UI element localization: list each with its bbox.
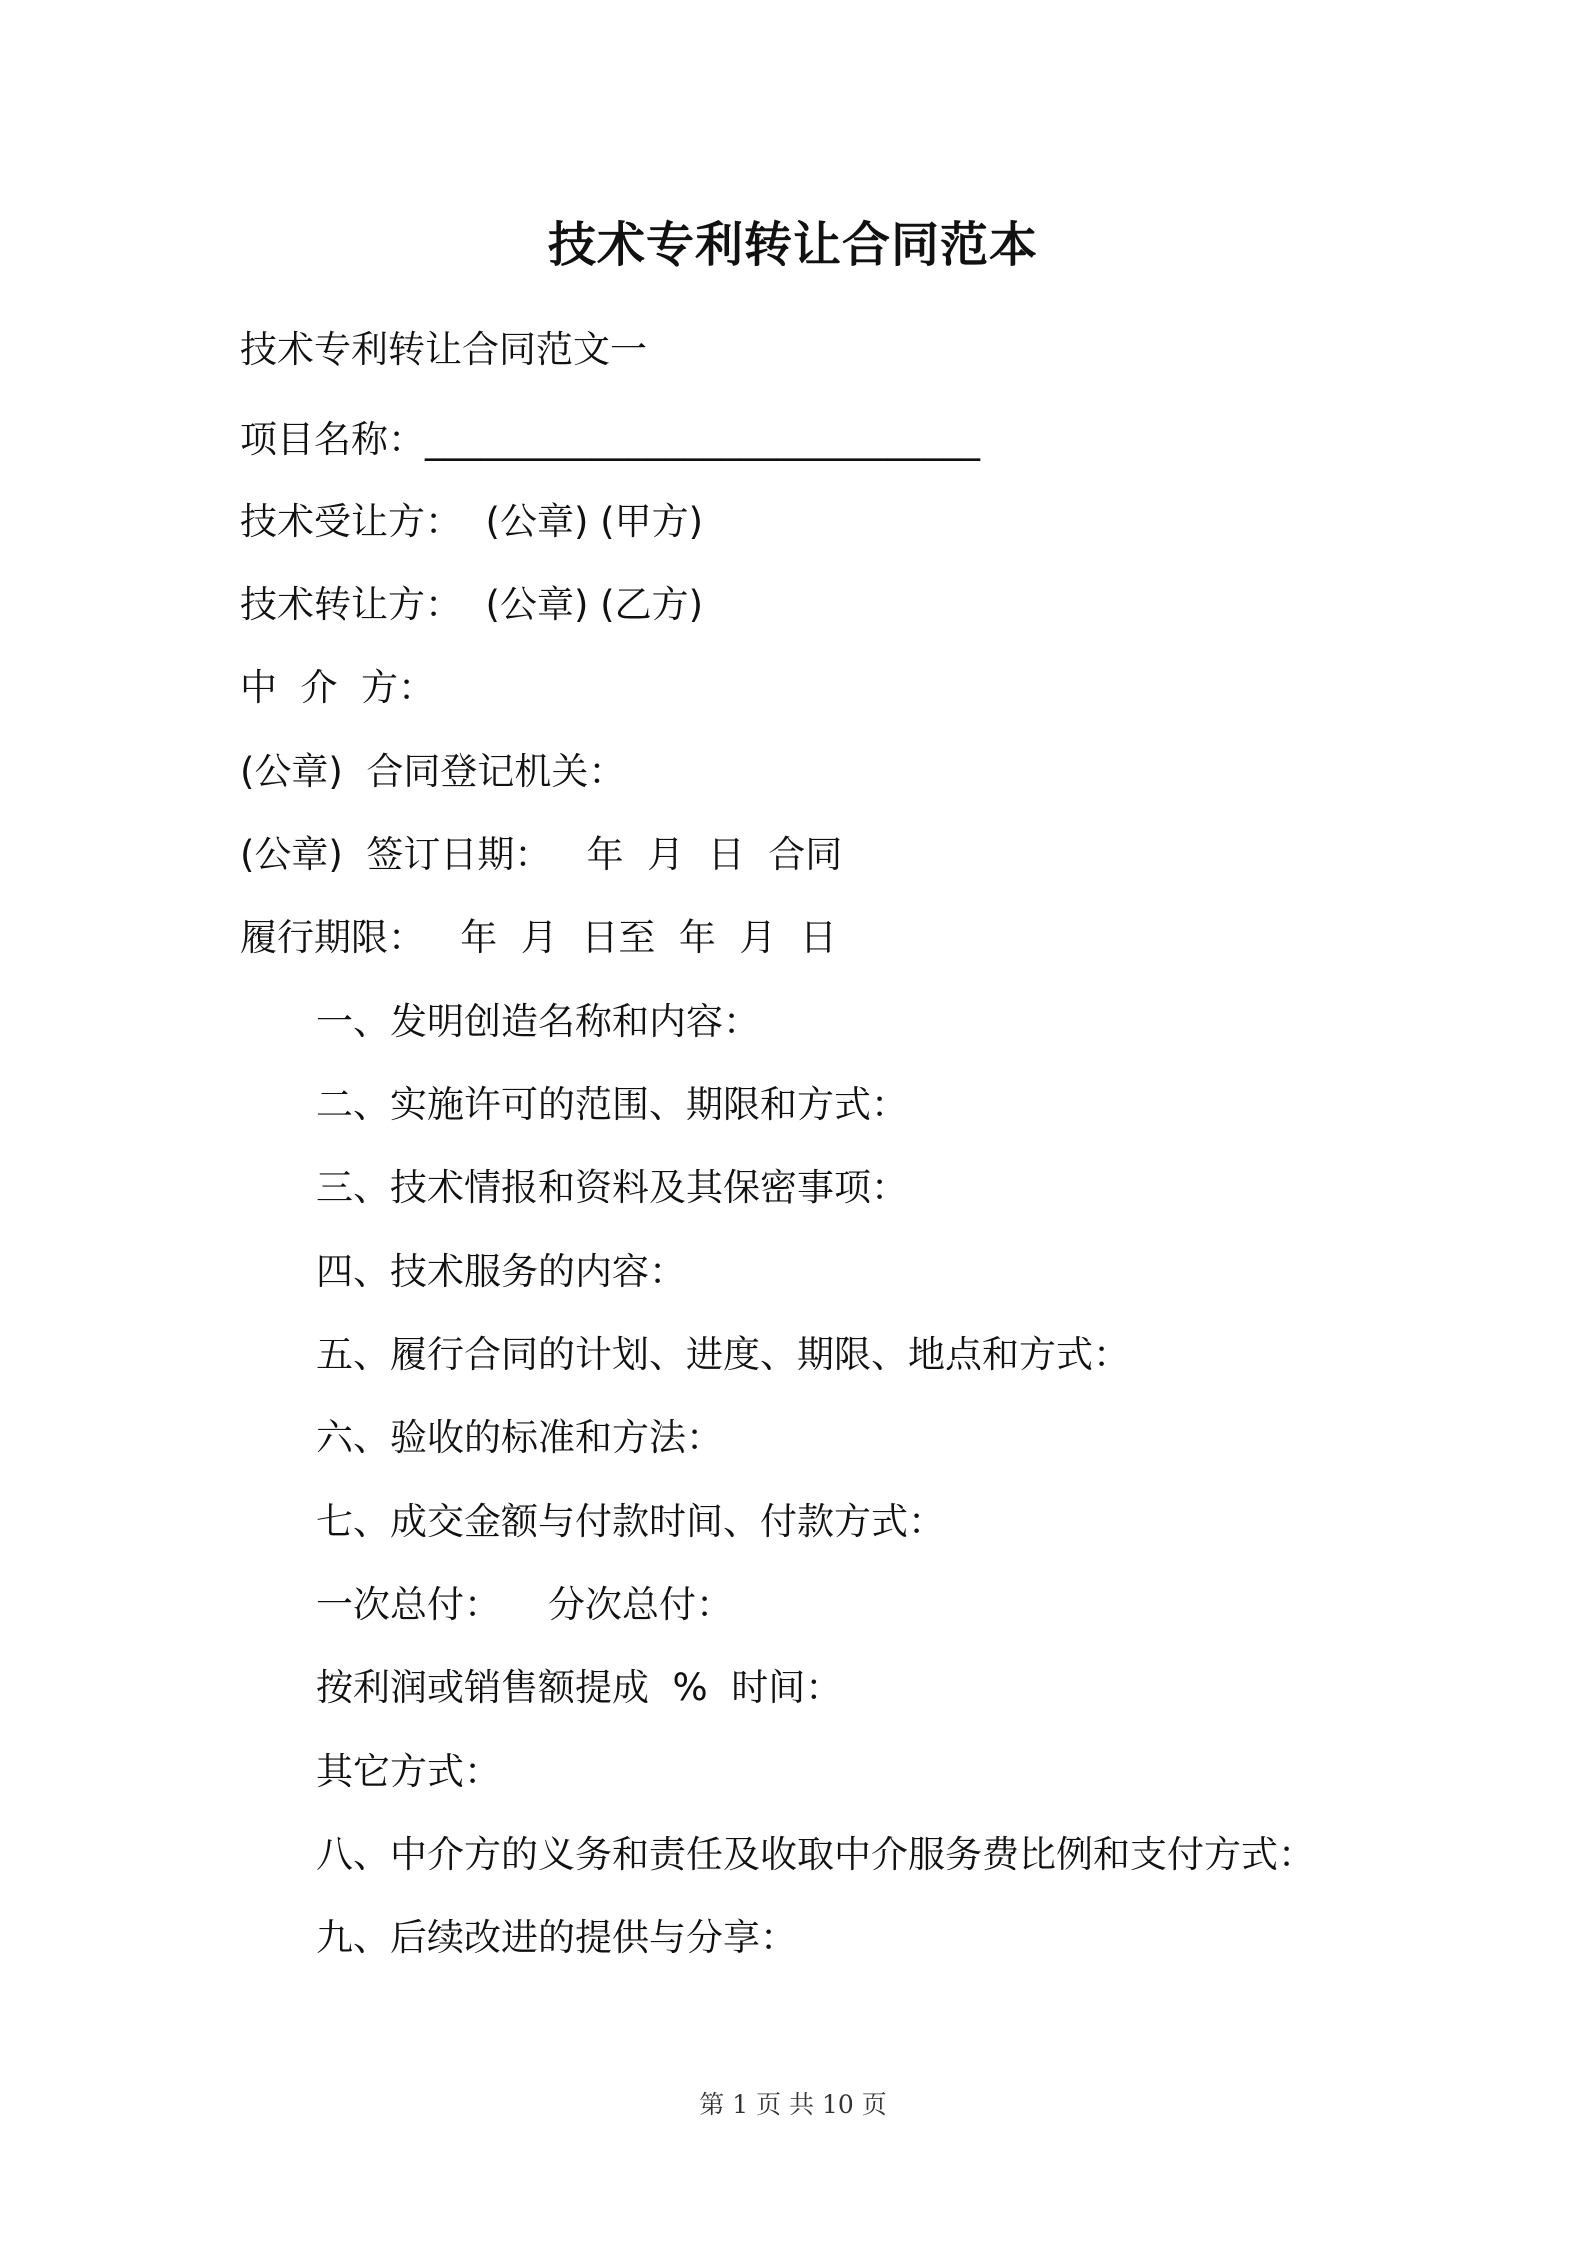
clause-1: 一、发明创造名称和内容： — [316, 1000, 760, 1043]
clause-4: 四、技术服务的内容： — [316, 1250, 686, 1293]
payment-lump-sum-line: 一次总付： 分次总付： — [316, 1583, 734, 1626]
page-footer: 第 1 页 共 10 页 — [699, 2090, 887, 2119]
clause-7: 七、成交金额与付款时间、付款方式： — [316, 1500, 945, 1543]
clause-8: 八、中介方的义务和责任及收取中介服务费比例和支付方式： — [316, 1833, 1315, 1876]
contract-subtitle: 技术专利转让合同范文一 — [240, 328, 647, 371]
clause-3: 三、技术情报和资料及其保密事项： — [316, 1166, 908, 1209]
performance-period-line: 履行期限： 年 月 日至 年 月 日 — [240, 916, 837, 959]
signing-date-line: (公章) 签订日期： 年 月 日 合同 — [240, 833, 843, 876]
transferee-line: 技术受让方： (公章) (甲方) — [240, 500, 704, 543]
clause-2: 二、实施许可的范围、期限和方式： — [316, 1083, 908, 1126]
project-name-field: 项目名称：______________________________ — [240, 418, 980, 461]
registration-authority-line: (公章) 合同登记机关： — [240, 750, 626, 793]
transferor-line: 技术转让方： (公章) (乙方) — [240, 583, 704, 626]
payment-other-line: 其它方式： — [316, 1750, 501, 1793]
clause-5: 五、履行合同的计划、进度、期限、地点和方式： — [316, 1333, 1130, 1376]
document-title: 技术专利转让合同范本 — [547, 217, 1038, 273]
intermediary-line: 中 介 方： — [240, 666, 436, 709]
payment-royalty-line: 按利润或销售额提成 % 时间： — [316, 1666, 843, 1709]
clause-6: 六、验收的标准和方法： — [316, 1416, 723, 1459]
clause-9: 九、后续改进的提供与分享： — [316, 1916, 797, 1959]
